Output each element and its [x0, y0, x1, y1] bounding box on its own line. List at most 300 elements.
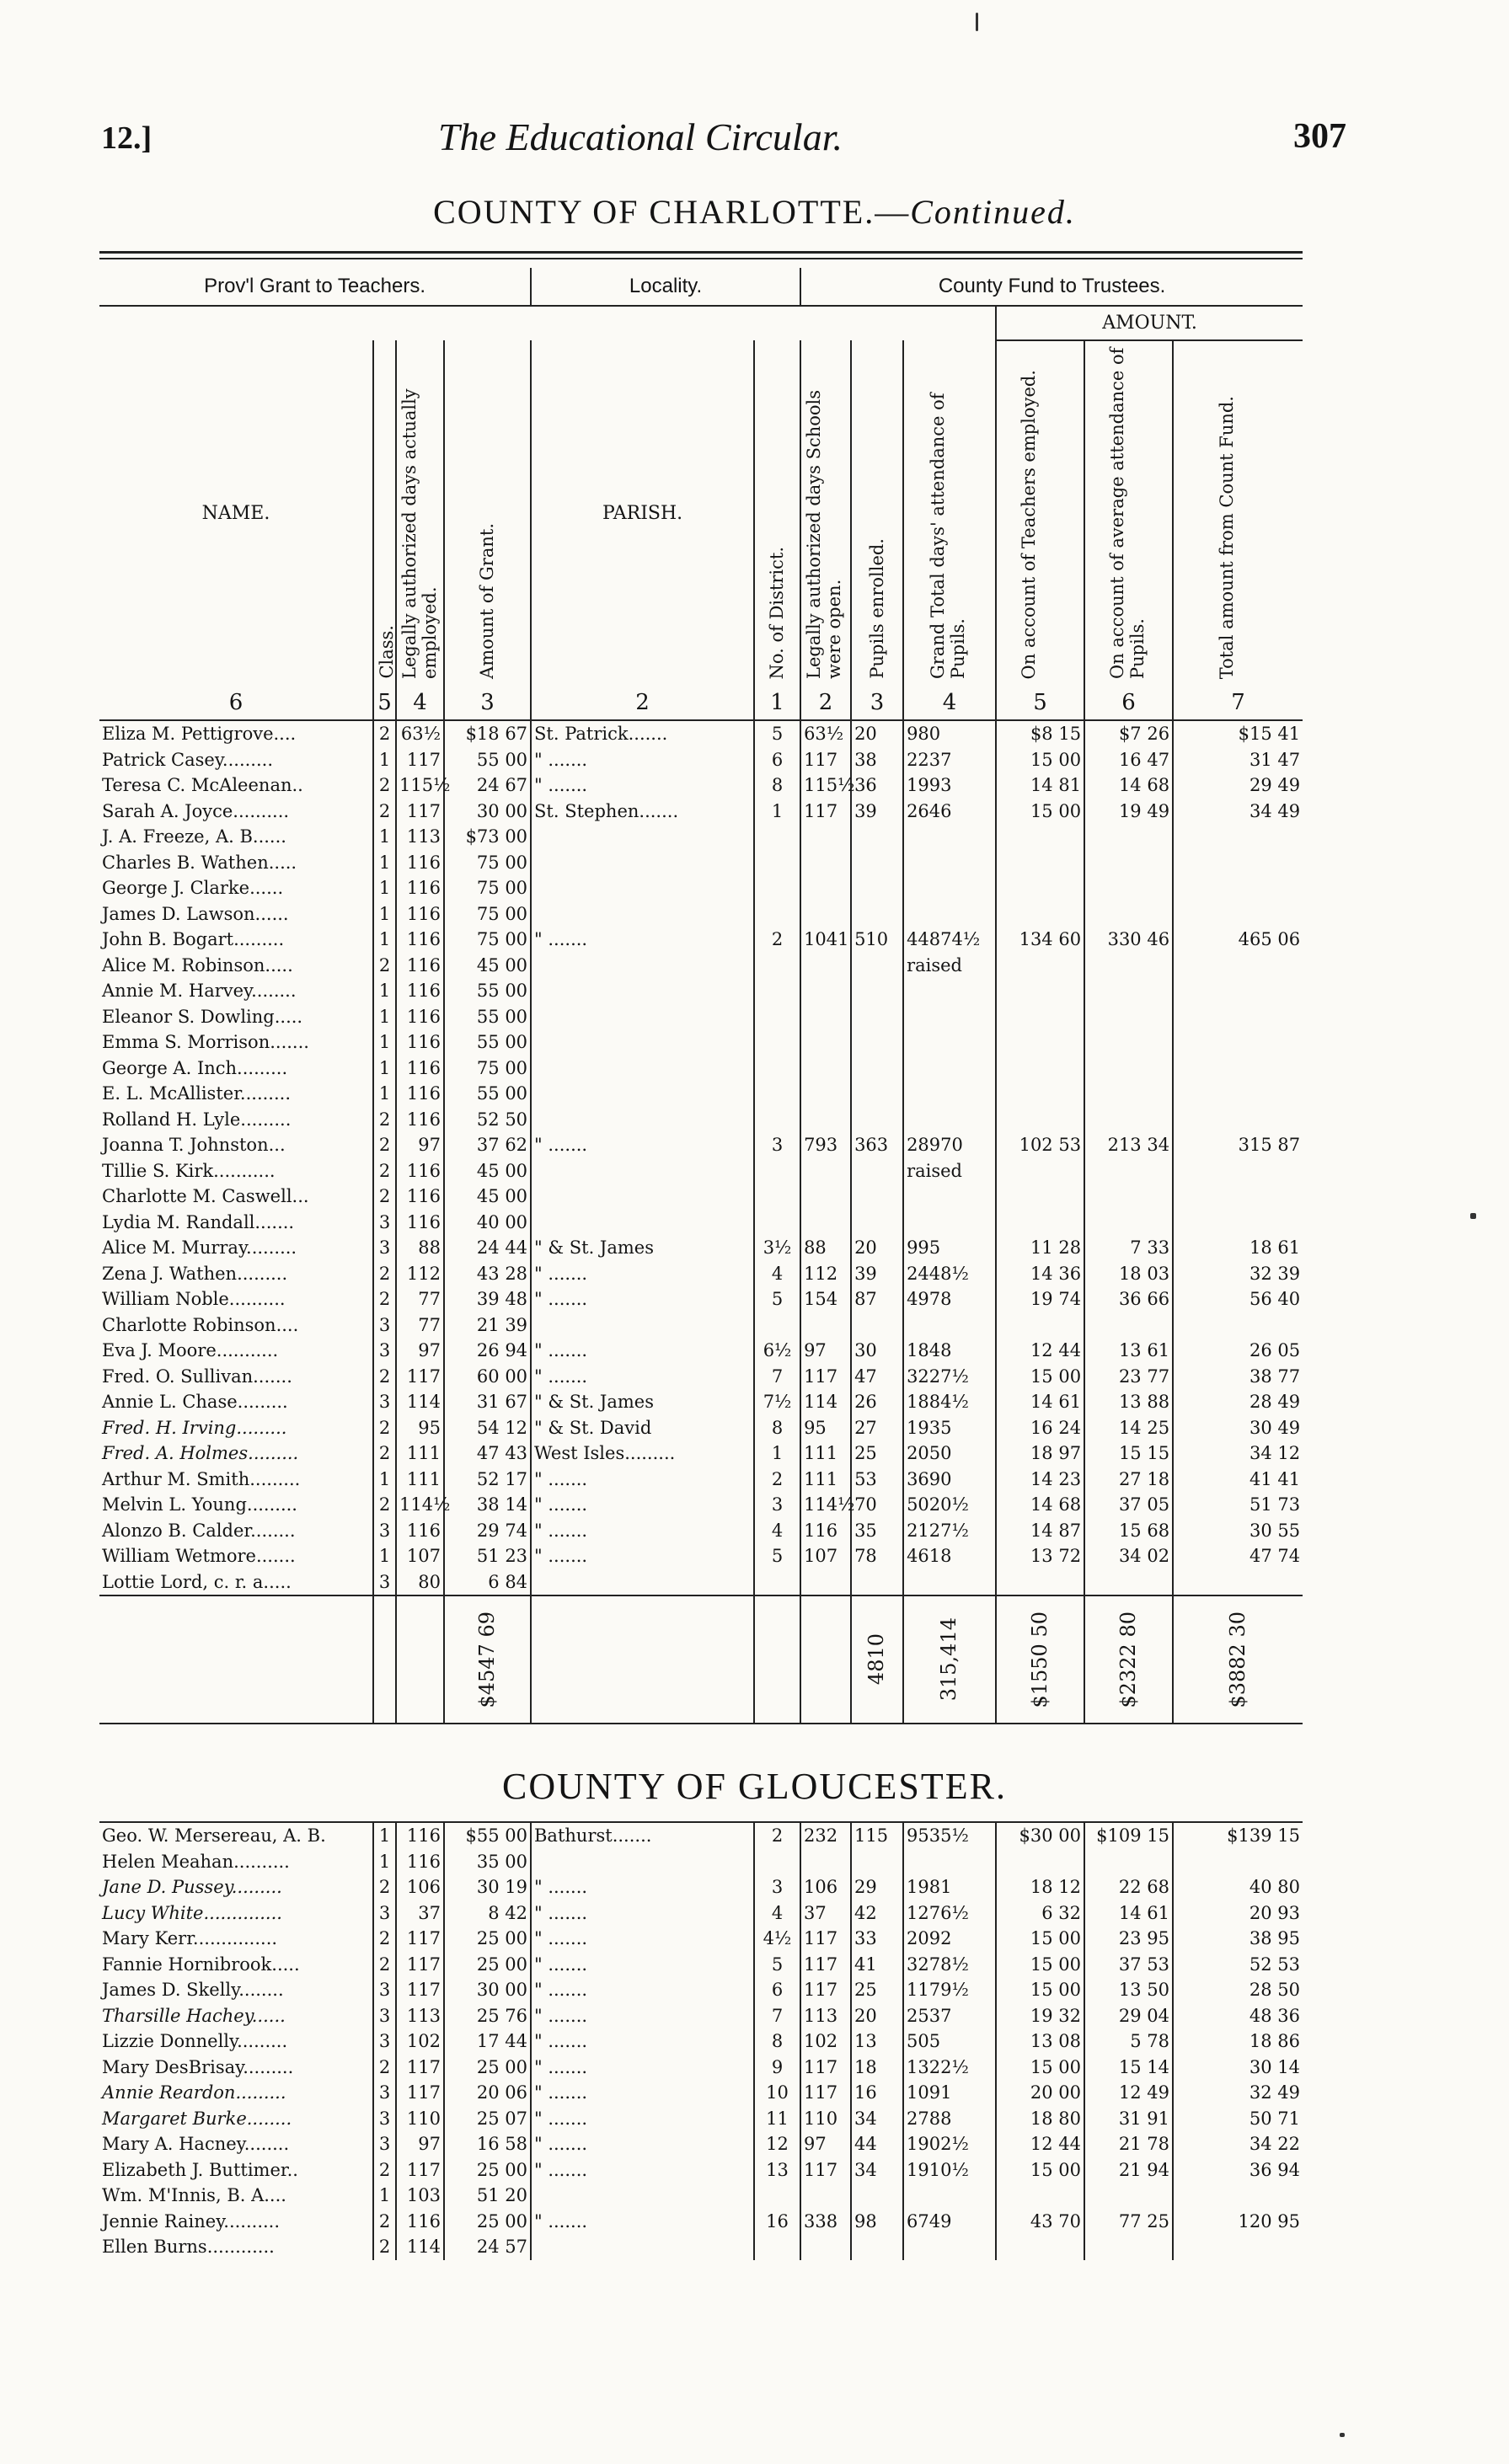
cell-pupils: 115 — [851, 1822, 903, 1849]
cell-attendance — [903, 824, 996, 850]
cell-total: 30 55 — [1249, 1520, 1301, 1541]
cell-teachers: 12 44 — [996, 2131, 1084, 2157]
cell-teachers: 102 53 — [996, 1132, 1084, 1158]
cell-attendance: 28970 — [903, 1132, 996, 1158]
cell-attendance: 6749 — [903, 2209, 996, 2235]
colnum: 1 — [754, 686, 800, 720]
cell-teachers — [996, 875, 1084, 901]
cell-total: 48 36 — [1249, 2005, 1300, 2026]
cell-average: 37 05 — [1084, 1492, 1173, 1518]
cell-days: 102 — [396, 2028, 444, 2055]
cell-class: 2 — [373, 1364, 396, 1390]
cell-days-open — [800, 1569, 851, 1596]
col-pupils: Pupils enrolled. — [866, 538, 887, 679]
cell-class: 1 — [373, 1822, 396, 1849]
cell-grant: 55 00 — [444, 1029, 531, 1056]
cell-name: Mary DesBrisay......... — [99, 2055, 373, 2081]
cell-name: Joanna T. Johnston... — [99, 1132, 373, 1158]
cell-days: 116 — [396, 1107, 444, 1133]
cell-district: 7 — [754, 2003, 800, 2029]
cell-parish — [531, 901, 754, 927]
cell-days-open: 117 — [800, 799, 851, 825]
cell-district: 16 — [754, 2209, 800, 2235]
cell-total: 51 73 — [1249, 1494, 1301, 1515]
cell-days: 110 — [396, 2106, 444, 2132]
cell-pupils: 44 — [851, 2131, 903, 2157]
cell-parish — [531, 824, 754, 850]
cell-name: Arthur M. Smith......... — [99, 1467, 373, 1493]
cell-days: 116 — [396, 1210, 444, 1236]
cell-grant: 55 00 — [444, 1081, 531, 1107]
cell-class: 1 — [373, 747, 396, 773]
table-row — [99, 1210, 1303, 1236]
cell-pupils: 13 — [851, 2028, 903, 2055]
cell-total: 465 06 — [1238, 929, 1301, 950]
cell-parish: " ....... — [531, 1364, 754, 1390]
cell-pupils: 20 — [851, 2003, 903, 2029]
cell-parish — [531, 1107, 754, 1133]
cell-attendance — [903, 1056, 996, 1082]
table-row — [99, 2080, 1303, 2106]
cell-days: 116 — [396, 953, 444, 979]
cell-total — [1173, 1210, 1303, 1236]
cell-total: 32 49 — [1249, 2082, 1300, 2103]
colnum: 3 — [444, 686, 531, 720]
print-speck — [1340, 2433, 1345, 2437]
table-row — [99, 2055, 1303, 2081]
cell-teachers — [996, 1056, 1084, 1082]
table-row — [99, 2157, 1303, 2183]
cell-name: Ellen Burns............ — [99, 2234, 373, 2260]
cell-grant: 8 42 — [444, 1900, 531, 1927]
cell-grant: 25 07 — [444, 2106, 531, 2132]
cell-class: 2 — [373, 2209, 396, 2235]
cell-attendance — [903, 1210, 996, 1236]
cell-attendance: 2788 — [903, 2106, 996, 2132]
cell-total — [1173, 1081, 1303, 1107]
cell-days: 116 — [396, 901, 444, 927]
cell-parish — [531, 978, 754, 1004]
table-row — [99, 1543, 1303, 1569]
col-teachers: On account of Teachers employed. — [1018, 369, 1039, 679]
cell-attendance: 1981 — [903, 1874, 996, 1900]
cell-grant: 51 23 — [444, 1543, 531, 1569]
cell-average: 15 15 — [1084, 1440, 1173, 1467]
table-row — [99, 1158, 1303, 1184]
cell-parish — [531, 1849, 754, 1875]
cell-attendance — [903, 1312, 996, 1339]
cell-pupils: 30 — [851, 1338, 903, 1364]
cell-teachers: 14 81 — [996, 772, 1084, 799]
cell-days-open: 95 — [800, 1415, 851, 1441]
cell-pupils — [851, 1081, 903, 1107]
cell-class: 1 — [373, 824, 396, 850]
table-row — [99, 901, 1303, 927]
cell-teachers: 20 00 — [996, 2080, 1084, 2106]
cell-name: Mary Kerr............... — [99, 1926, 373, 1952]
cell-total — [1173, 824, 1303, 850]
cell-pupils — [851, 1004, 903, 1030]
cell-parish: Bathurst....... — [531, 1822, 754, 1849]
cell-grant: 20 06 — [444, 2080, 531, 2106]
cell-district: 5 — [754, 1543, 800, 1569]
cell-attendance: 2448½ — [903, 1261, 996, 1287]
cell-average — [1084, 850, 1173, 876]
cell-district: 2 — [754, 1822, 800, 1849]
group-grant: Prov'l Grant to Teachers. — [99, 268, 531, 306]
charlotte-totals — [99, 1595, 1303, 1724]
cell-district: 12 — [754, 2131, 800, 2157]
cell-district: 4 — [754, 1518, 800, 1544]
colnum: 7 — [1231, 690, 1245, 715]
cell-attendance — [903, 1081, 996, 1107]
cell-class: 2 — [373, 1132, 396, 1158]
cell-name: Elizabeth J. Buttimer.. — [99, 2157, 373, 2183]
cell-parish: St. Patrick....... — [531, 720, 754, 747]
cell-class: 1 — [373, 927, 396, 953]
cell-pupils: 42 — [851, 1900, 903, 1927]
cell-name: George J. Clarke...... — [99, 875, 373, 901]
cell-class: 2 — [373, 799, 396, 825]
cell-days: 37 — [396, 1900, 444, 1927]
cell-days-open: 114½ — [800, 1492, 851, 1518]
table-row — [99, 1569, 1303, 1596]
cell-pupils: 39 — [851, 1261, 903, 1287]
cell-name: Margaret Burke........ — [99, 2106, 373, 2132]
cell-parish: " & St. David — [531, 1415, 754, 1441]
cell-attendance: 2646 — [903, 799, 996, 825]
header-left: 12.] — [101, 120, 153, 156]
cell-days-open: 117 — [800, 747, 851, 773]
cell-district: 9 — [754, 2055, 800, 2081]
cell-pupils — [851, 901, 903, 927]
cell-days: 88 — [396, 1235, 444, 1261]
cell-average — [1084, 978, 1173, 1004]
cell-district: 3 — [754, 1132, 800, 1158]
cell-average — [1084, 875, 1173, 901]
cell-days: 97 — [396, 1132, 444, 1158]
table-row — [99, 1286, 1303, 1312]
cell-total: 52 53 — [1249, 1954, 1300, 1975]
cell-days: 63½ — [396, 720, 444, 747]
cell-pupils: 20 — [851, 720, 903, 747]
cell-days: 117 — [396, 799, 444, 825]
cell-teachers: 6 32 — [996, 1900, 1084, 1927]
cell-average: 5 78 — [1084, 2028, 1173, 2055]
cell-average — [1084, 2234, 1173, 2260]
total-attendance: 315,414 — [937, 1617, 961, 1702]
cell-attendance: 1091 — [903, 2080, 996, 2106]
table-row — [99, 799, 1303, 825]
cell-days-open — [800, 1081, 851, 1107]
cell-class: 3 — [373, 1235, 396, 1261]
table-row — [99, 927, 1303, 953]
cell-parish: West Isles......... — [531, 1440, 754, 1467]
table-row — [99, 1467, 1303, 1493]
cell-average — [1084, 953, 1173, 979]
cell-district: 5 — [754, 720, 800, 747]
cell-class: 2 — [373, 1415, 396, 1441]
cell-pupils — [851, 1849, 903, 1875]
cell-parish: " ....... — [531, 1518, 754, 1544]
total-average: $2322 80 — [1116, 1611, 1140, 1708]
cell-grant: 45 00 — [444, 1184, 531, 1210]
cell-district: 6 — [754, 1977, 800, 2003]
cell-teachers — [996, 824, 1084, 850]
cell-class: 2 — [373, 1926, 396, 1952]
cell-class: 2 — [373, 2157, 396, 2183]
cell-attendance: 1910½ — [903, 2157, 996, 2183]
table-row — [99, 720, 1303, 747]
cell-parish: " ....... — [531, 1338, 754, 1364]
cell-days: 117 — [396, 2157, 444, 2183]
cell-days-open: 115½ — [800, 772, 851, 799]
cell-class: 1 — [373, 850, 396, 876]
cell-days: 116 — [396, 1822, 444, 1849]
cell-name: Sarah A. Joyce.......... — [99, 799, 373, 825]
cell-total — [1173, 1029, 1303, 1056]
print-speck — [1470, 1213, 1476, 1219]
cell-class: 2 — [373, 953, 396, 979]
cell-days: 77 — [396, 1312, 444, 1339]
table-row — [99, 1132, 1303, 1158]
cell-total: 26 05 — [1249, 1340, 1301, 1361]
cell-grant: 6 84 — [444, 1569, 531, 1596]
cell-days: 117 — [396, 2055, 444, 2081]
cell-total: 30 14 — [1249, 2056, 1300, 2077]
cell-pupils — [851, 1184, 903, 1210]
cell-teachers: 15 00 — [996, 1364, 1084, 1390]
colnum: 5 — [996, 686, 1084, 720]
cell-parish — [531, 2234, 754, 2260]
cell-grant: 21 39 — [444, 1312, 531, 1339]
cell-name: Emma S. Morrison....... — [99, 1029, 373, 1056]
cell-teachers: $30 00 — [996, 1822, 1084, 1849]
cell-grant: 60 00 — [444, 1364, 531, 1390]
cell-parish — [531, 1004, 754, 1030]
table-row — [99, 1261, 1303, 1287]
cell-district: 1 — [754, 1440, 800, 1467]
cell-teachers: 13 08 — [996, 2028, 1084, 2055]
cell-pupils — [851, 2183, 903, 2209]
cell-district — [754, 1107, 800, 1133]
cell-attendance — [903, 1569, 996, 1596]
cell-grant: 16 58 — [444, 2131, 531, 2157]
cell-days: 97 — [396, 1338, 444, 1364]
cell-teachers — [996, 1849, 1084, 1875]
cell-parish — [531, 875, 754, 901]
cell-days: 95 — [396, 1415, 444, 1441]
cell-class: 3 — [373, 1900, 396, 1927]
cell-class: 3 — [373, 2003, 396, 2029]
cell-total — [1173, 901, 1303, 927]
cell-teachers: 43 70 — [996, 2209, 1084, 2235]
cell-pupils: 26 — [851, 1389, 903, 1415]
cell-total — [1173, 2183, 1303, 2209]
table-row — [99, 772, 1303, 799]
cell-days: 117 — [396, 1364, 444, 1390]
top-rule-2 — [99, 258, 1303, 259]
cell-parish: " ....... — [531, 1952, 754, 1978]
cell-total — [1173, 2234, 1303, 2260]
cell-grant: 55 00 — [444, 978, 531, 1004]
cell-class: 1 — [373, 1081, 396, 1107]
cell-district: 13 — [754, 2157, 800, 2183]
cell-days-open: 97 — [800, 1338, 851, 1364]
cell-district — [754, 953, 800, 979]
cell-pupils — [851, 2234, 903, 2260]
cell-teachers: 19 74 — [996, 1286, 1084, 1312]
cell-attendance — [903, 1849, 996, 1875]
cell-teachers: 12 44 — [996, 1338, 1084, 1364]
cell-name: Eva J. Moore........... — [99, 1338, 373, 1364]
cell-total — [1173, 850, 1303, 876]
cell-class: 2 — [373, 1492, 396, 1518]
cell-days: 107 — [396, 1543, 444, 1569]
cell-class: 2 — [373, 2055, 396, 2081]
cell-teachers: 15 00 — [996, 1977, 1084, 2003]
cell-days: 116 — [396, 2209, 444, 2235]
cell-teachers: 14 61 — [996, 1389, 1084, 1415]
column-header-row — [99, 340, 1303, 686]
cell-average: 19 49 — [1084, 799, 1173, 825]
cell-days-open: 793 — [800, 1132, 851, 1158]
cell-days: 97 — [396, 2131, 444, 2157]
cell-days: 117 — [396, 2080, 444, 2106]
cell-attendance — [903, 1029, 996, 1056]
cell-average: 15 68 — [1084, 1518, 1173, 1544]
gloucester-rows — [99, 1822, 1303, 2260]
cell-pupils — [851, 850, 903, 876]
cell-class: 1 — [373, 901, 396, 927]
cell-days-open: 112 — [800, 1261, 851, 1287]
cell-class: 3 — [373, 2131, 396, 2157]
table-row — [99, 1952, 1303, 1978]
cell-total — [1173, 1056, 1303, 1082]
cell-class: 3 — [373, 1569, 396, 1596]
cell-average: 77 25 — [1084, 2209, 1173, 2235]
cell-name: Eliza M. Pettigrove.... — [99, 720, 373, 747]
table-row — [99, 850, 1303, 876]
cell-total: 30 49 — [1249, 1417, 1301, 1438]
cell-teachers — [996, 901, 1084, 927]
cell-teachers: 13 72 — [996, 1543, 1084, 1569]
cell-total: 56 40 — [1249, 1289, 1301, 1310]
cell-days-open: 232 — [800, 1822, 851, 1849]
cell-class: 2 — [373, 772, 396, 799]
cell-parish — [531, 1056, 754, 1082]
table-row — [99, 1492, 1303, 1518]
cell-grant: 51 20 — [444, 2183, 531, 2209]
cell-grant: 25 00 — [444, 2055, 531, 2081]
cell-grant: 25 00 — [444, 1926, 531, 1952]
cell-total: 36 94 — [1249, 2159, 1300, 2180]
cell-days: 103 — [396, 2183, 444, 2209]
cell-pupils: 29 — [851, 1874, 903, 1900]
cell-average: 36 66 — [1084, 1286, 1173, 1312]
cell-grant: 25 00 — [444, 2157, 531, 2183]
cell-pupils — [851, 1056, 903, 1082]
cell-average: 14 61 — [1084, 1900, 1173, 1927]
table-row — [99, 1107, 1303, 1133]
cell-teachers — [996, 850, 1084, 876]
cell-pupils: 18 — [851, 2055, 903, 2081]
cell-attendance: 1935 — [903, 1415, 996, 1441]
cell-parish — [531, 953, 754, 979]
cell-total: $15 41 — [1238, 724, 1301, 745]
cell-district: 4 — [754, 1261, 800, 1287]
cell-grant: 38 14 — [444, 1492, 531, 1518]
cell-district: 5 — [754, 1952, 800, 1978]
cell-grant: 54 12 — [444, 1415, 531, 1441]
cell-grant: 25 00 — [444, 1952, 531, 1978]
cell-parish: " ....... — [531, 2106, 754, 2132]
cell-parish: " ....... — [531, 1977, 754, 2003]
cell-total: 18 61 — [1249, 1237, 1301, 1259]
cell-name: George A. Inch......... — [99, 1056, 373, 1082]
cell-name: Helen Meahan.......... — [99, 1849, 373, 1875]
cell-class: 1 — [373, 2183, 396, 2209]
cell-teachers — [996, 1107, 1084, 1133]
table-row — [99, 1874, 1303, 1900]
cell-district: 10 — [754, 2080, 800, 2106]
group-locality: Locality. — [531, 268, 800, 306]
cell-total: 38 95 — [1249, 1928, 1300, 1949]
cell-days-open: 37 — [800, 1900, 851, 1927]
cell-class: 1 — [373, 1056, 396, 1082]
cell-days: 117 — [396, 1977, 444, 2003]
cell-attendance: 9535½ — [903, 1822, 996, 1849]
cell-average — [1084, 1569, 1173, 1596]
table-row — [99, 1849, 1303, 1875]
cell-average: 14 68 — [1084, 772, 1173, 799]
cell-name: Annie M. Harvey........ — [99, 978, 373, 1004]
colnum: 4 — [396, 686, 444, 720]
cell-days-open — [800, 1056, 851, 1082]
cell-days-open — [800, 1107, 851, 1133]
cell-average: 22 68 — [1084, 1874, 1173, 1900]
cell-average: $7 26 — [1084, 720, 1173, 747]
cell-teachers — [996, 1210, 1084, 1236]
table-row — [99, 1440, 1303, 1467]
cell-parish: " ....... — [531, 927, 754, 953]
cell-teachers: 15 00 — [996, 2157, 1084, 2183]
total-teachers: $1550 50 — [1027, 1611, 1051, 1708]
table-row — [99, 1415, 1303, 1441]
col-days-open: Legally authorized days Schools were open. — [804, 389, 845, 679]
cell-attendance — [903, 1107, 996, 1133]
cell-district — [754, 1184, 800, 1210]
cell-days-open — [800, 978, 851, 1004]
cell-parish: " & St. James — [531, 1235, 754, 1261]
cell-class: 3 — [373, 1338, 396, 1364]
cell-district: 3 — [754, 1492, 800, 1518]
cell-days-open: 102 — [800, 2028, 851, 2055]
table-row — [99, 747, 1303, 773]
cell-teachers: 18 12 — [996, 1874, 1084, 1900]
charlotte-title-suffix: Continued. — [910, 193, 1076, 231]
table-row — [99, 1081, 1303, 1107]
cell-grant: 37 62 — [444, 1132, 531, 1158]
cell-parish: " ....... — [531, 2080, 754, 2106]
cell-parish — [531, 850, 754, 876]
cell-days: 117 — [396, 1926, 444, 1952]
cell-days: 77 — [396, 1286, 444, 1312]
cell-days-open: 111 — [800, 1467, 851, 1493]
cell-name: Geo. W. Mersereau, A. B. — [99, 1822, 373, 1849]
cell-days-open: 116 — [800, 1518, 851, 1544]
cell-district: 7 — [754, 1364, 800, 1390]
